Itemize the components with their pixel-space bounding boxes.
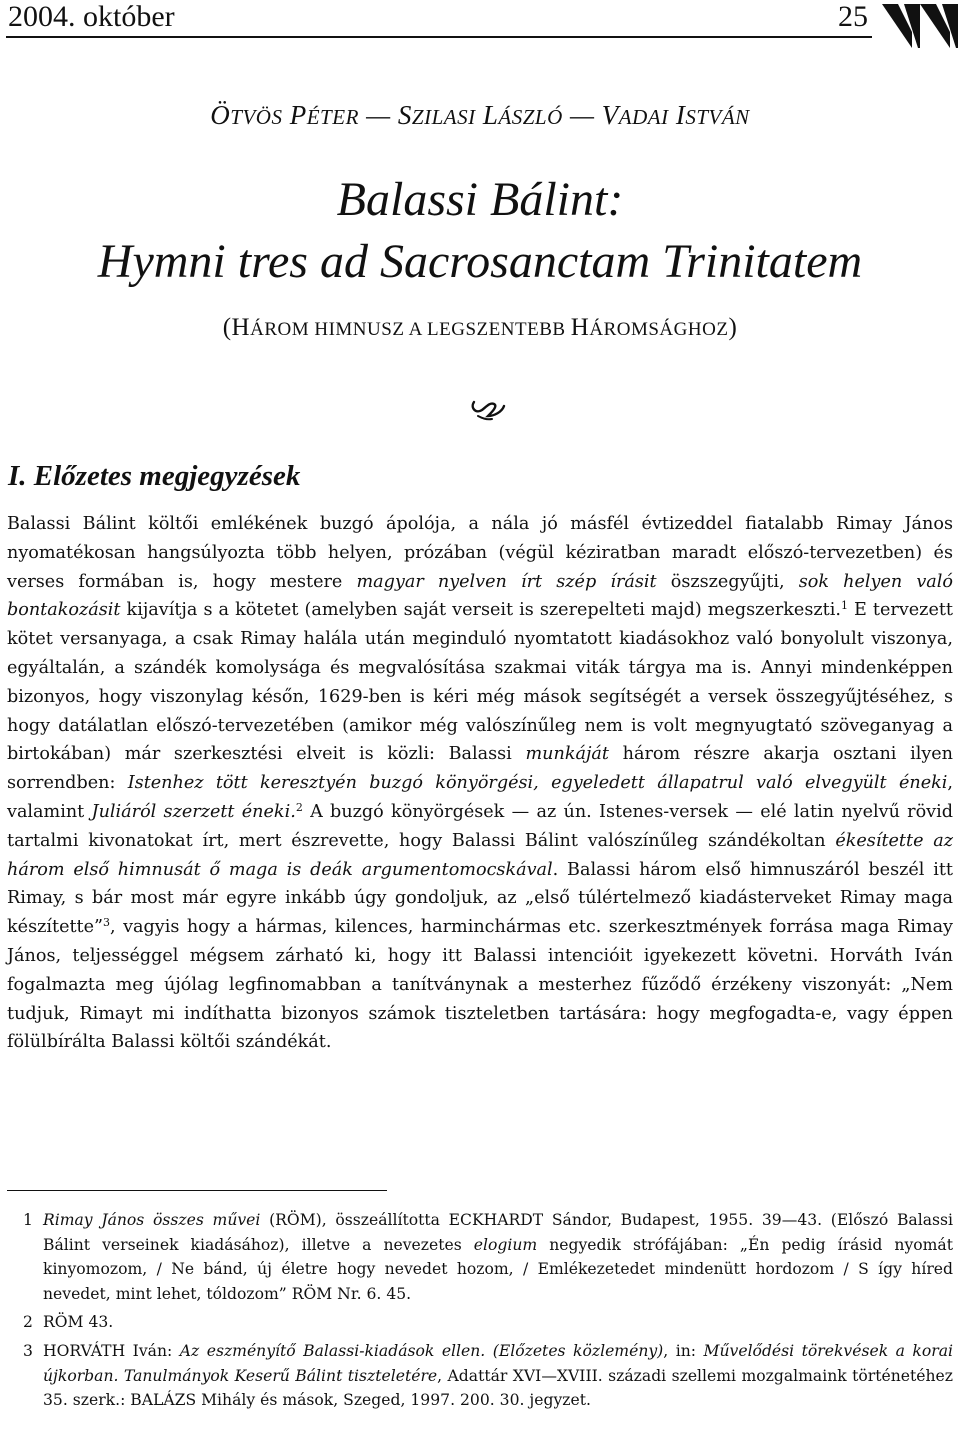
page-number: 25 <box>838 0 868 33</box>
journal-logo <box>882 4 958 48</box>
footnote-ref-3[interactable]: 3 <box>103 916 111 930</box>
article-title-line-1: Balassi Bálint: <box>336 173 624 226</box>
running-header <box>6 2 872 38</box>
footnote-ref-2[interactable]: 2 <box>295 800 303 814</box>
article-title-line-2: Hymni tres ad Sacrosanctam Trinitatem <box>97 235 863 288</box>
authors-line: ÖTVÖS PÉTER — SZILASI LÁSZLÓ — VADAI ISTVÁN <box>210 100 750 130</box>
article-subtitle: (HÁROM HIMNUSZ A LEGSZENTEBB HÁROMSÁGHOZ) <box>222 314 738 341</box>
footnote-1: 1 Rimay János összes művei (RÖM), összeállította ECKHARDT Sándor, Budapest, 1955. 39—43. (Előszó Balassi Bálint verseinek kiadásához), illetve a nevezetes elogium negyedik strófájában: „Én pedig írásid nyomát kinyomozom, / Ne bánd, új életre hogy nevedet hozom, / Emlékezetedet mindenütt hordozom / S így híred nevedet, mint lehet, tóldozom” RÖM Nr. 6. 45. <box>23 1211 953 1303</box>
section-heading: I. Előzetes megjegyzések <box>8 460 301 492</box>
footnote-separator <box>7 1190 387 1191</box>
footnote-ref-1[interactable]: 1 <box>840 599 848 613</box>
footnotes <box>7 1208 953 1417</box>
fleuron-ornament-icon <box>468 394 508 424</box>
footnote-3: 3 HORVÁTH Iván: Az eszményítő Balassi-kiadások ellen. (Előzetes közlemény), in: Művelődési törekvések a korai újkorban. Tanulmányok Keserű Bálint tiszteletére, Adattár XVI—XVIII. századi szellemi mozgalmaink történetéhez 35. szerk.: BALÁZS Mihály és mások, Szeged, 1997. 200. 30. jegyzet. <box>23 1341 954 1410</box>
body-paragraph: Balassi Bálint költői emlékének buzgó ápolója, a nála jó másfél évtizeddel fiatalabb Rimay János nyomatékosan hangsúlyozta több helyen, prózában (végül kéziratban maradt előszó-tervezetben) és verses formában is, hogy mestere magyar nyelven írt szép írásit öszszegyűjti, sok helyen való bontakozásit kijavítja s a kötetet (amelyben saját verseit is szerepelteti majd) megszerkeszti.$^1$ E tervezett kötet versanyaga, a csak Rimay halála után meginduló nyomtatott kiadásokhoz való bonyolult viszonya, egyáltalán, a szándék komolysága és megvalósítása szakmai viták tárgya ma is. Annyi mindenképpen bizonyos, hogy viszonylag későn, 1629-ben is kéri még mások segítségét a versek összegyűjtéséhez, s hogy datálatlan előszó-tervezetében (amikor még valószínűleg nem is volt megnyugtató szöveganyag a birtokában) már szerkesztési elveit is közli: Balassi munkáját három részre akarja osztani ilyen sorrendben: Istenhez tött keresztyén buzgó könyörgési, egyeledett állapatrul való elvegyült éneki, valamint Juliáról szerzett éneki.$^2$ A buzgó könyörgések — az ún. Istenes-versek — elé latin nyelvű rövid tartalmi kivonatokat írt, mert észrevette, hogy Balassi Bálint valószínűleg szándékoltan ékesítette az három első himnusát ő maga is deák argumentomocskával. Balassi három első himnuszáról beszél itt Rimay, s bár most már egyre inkább úgy gondoljuk, az „első túlértelmező kiadásterveket Rimay maga készítette”$^3$, vagyis hogy a hármas, kilences, harminchármas etc. szerkesztmények forrása maga Rimay János, teljességgel mégsem zárható ki, hogy itt Balassi intencióit igyekezett követni. Horváth Iván fogalmazta meg újólag legfinomabban a tanítványnak a mesterhez fűződő érzékeny viszonyát: „Nem tudjuk, Rimayt mi indíthatta bizonyos számok tiszteletben tartására: hogy megfogadta-e, vagy éppen fölülbírálta Balassi költői szándékát. <box>7 514 954 1053</box>
issue-date: 2004. október <box>8 0 175 33</box>
footnote-2: 2 RÖM 43. <box>23 1313 114 1332</box>
